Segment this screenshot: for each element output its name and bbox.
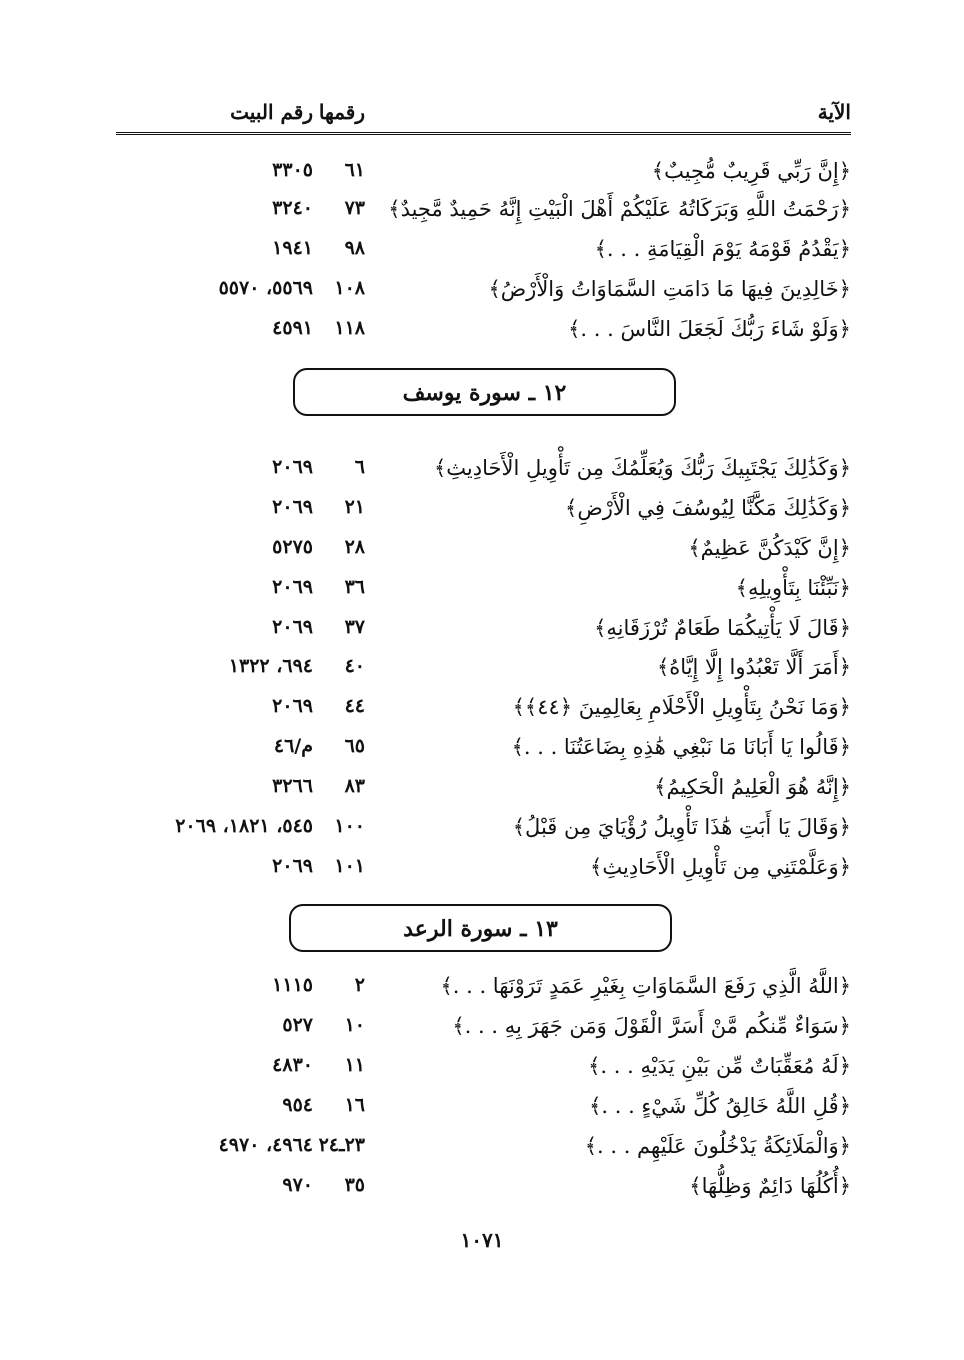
line-number: ١٩٤١ (272, 237, 313, 259)
surah-title-yusuf: ١٢ ـ سورة يوسف (293, 368, 676, 416)
verse-text: ﴿نَبِّئْنَا بِتَأْوِيلِهِ﴾ (735, 576, 851, 600)
line-number: ٥٥٦٩، ٥٥٧٠ (218, 277, 313, 299)
table-row (116, 233, 851, 269)
verse-text: ﴿إِنَّ كَيْدَكُنَّ عَظِيمٌ﴾ (688, 536, 851, 560)
table-row (116, 155, 851, 191)
table-row (116, 1130, 851, 1166)
verse-number: ٣٧ (344, 616, 365, 638)
verse-number: ٤٠ (344, 655, 365, 677)
line-number: ١١١٥ (272, 974, 313, 996)
verse-number: ٦٥ (344, 735, 365, 757)
table-row (116, 1170, 851, 1206)
table-row (116, 1050, 851, 1086)
line-number: م/٤٦ (273, 735, 313, 757)
verse-text: ﴿يَقْدُمُ قَوْمَهُ يَوْمَ الْقِيَامَةِ . . .﴾ (594, 237, 851, 261)
verse-number: ١٠٨ (334, 277, 365, 299)
line-number: ٢٠٦٩ (272, 695, 313, 717)
table-row (116, 691, 851, 727)
verse-text: ﴿إِنَّ رَبِّي قَرِيبٌ مُّجِيبٌ﴾ (651, 159, 851, 183)
table-row (116, 532, 851, 568)
verse-number: ٧٣ (344, 197, 365, 219)
verse-text: ﴿خَالِدِينَ فِيهَا مَا دَامَتِ السَّمَاوَاتُ وَالْأَرْضُ﴾ (488, 277, 851, 301)
line-number: ٣٢٤٠ (272, 197, 313, 219)
table-row (116, 1010, 851, 1046)
page-number: ١٠٧١ (460, 1228, 504, 1252)
line-number: ٣٣٠٥ (272, 159, 313, 181)
verse-number: ٢ (354, 974, 365, 996)
verse-number: ١٦ (344, 1094, 365, 1116)
verse-number: ٦١ (344, 159, 365, 181)
verse-text: ﴿وَالْمَلَائِكَةُ يَدْخُلُونَ عَلَيْهِم . . .﴾ (584, 1134, 851, 1158)
verse-text: ﴿لَهُ مُعَقِّبَاتٌ مِّن بَيْنِ يَدَيْهِ . . .﴾ (588, 1054, 851, 1078)
verse-number: ٢٨ (344, 536, 365, 558)
verse-number: ١١ (344, 1054, 365, 1076)
verse-text: ﴿وَكَذَٰلِكَ مَكَّنَّا لِيُوسُفَ فِي الْأَرْضِ﴾ (565, 496, 851, 520)
verse-text: ﴿اللَّهُ الَّذِي رَفَعَ السَّمَاوَاتِ بِغَيْرِ عَمَدٍ تَرَوْنَهَا . . .﴾ (440, 974, 851, 998)
verse-text: ﴿إِنَّهُ هُوَ الْعَلِيمُ الْحَكِيمُ﴾ (654, 775, 851, 799)
verse-text: ﴿وَمَا نَحْنُ بِتَأْوِيلِ الْأَحْلَامِ بِعَالِمِينَ ﴿٤٤﴾﴾ (512, 695, 851, 719)
surah-title-raad: ١٣ ـ سورة الرعد (289, 904, 672, 952)
verse-text: ﴿أَمَرَ أَلَّا تَعْبُدُوا إِلَّا إِيَّاهُ﴾ (657, 655, 851, 679)
verse-text: ﴿قَالُوا يَا أَبَانَا مَا نَبْغِي هَٰذِهِ بِضَاعَتُنَا . . .﴾ (511, 735, 851, 759)
verse-text: ﴿سَوَاءٌ مِّنكُم مَّنْ أَسَرَّ الْقَوْلَ وَمَن جَهَرَ بِهِ . . .﴾ (452, 1014, 851, 1038)
line-number: ٦٩٤، ١٣٢٢ (228, 655, 313, 677)
table-row (116, 811, 851, 847)
table-header (116, 92, 851, 135)
verse-number: ١١٨ (334, 317, 365, 339)
verse-number: ٢١ (344, 496, 365, 518)
verse-text: ﴿وَلَوْ شَاءَ رَبُّكَ لَجَعَلَ النَّاسَ . . .﴾ (568, 317, 851, 341)
verse-text: ﴿قُلِ اللَّهُ خَالِقُ كُلِّ شَيْءٍ . . .﴾ (589, 1094, 851, 1118)
table-row (116, 612, 851, 648)
verse-number: ١٠٠ (334, 815, 365, 837)
verse-number: ٦ (354, 456, 365, 478)
verse-text: ﴿أُكُلُهَا دَائِمٌ وَظِلُّهَا﴾ (689, 1174, 851, 1198)
line-number: ٤٩٦٤، ٤٩٧٠ (218, 1134, 313, 1156)
table-row (116, 970, 851, 1006)
table-row (116, 313, 851, 349)
verse-number: ٣٥ (344, 1174, 365, 1196)
table-row (116, 193, 851, 229)
line-number: ٣٢٦٦ (272, 775, 313, 797)
table-row (116, 1090, 851, 1126)
verse-text: ﴿وَقَالَ يَا أَبَتِ هَٰذَا تَأْوِيلُ رُؤْيَايَ مِن قَبْلُ﴾ (512, 815, 851, 839)
verse-number: ٨٣ (344, 775, 365, 797)
line-number: ٩٥٤ (282, 1094, 313, 1116)
verse-number: ٢٣ـ٢٤ (318, 1134, 365, 1156)
table-row (116, 851, 851, 887)
table-row (116, 452, 851, 488)
line-number: ٢٠٦٩ (272, 456, 313, 478)
line-number: ٥٢٧ (282, 1014, 313, 1036)
verse-text: ﴿رَحْمَتُ اللَّهِ وَبَرَكَاتُهُ عَلَيْكُمْ أَهْلَ الْبَيْتِ إِنَّهُ حَمِيدٌ مَّجِيدٌ﴾ (388, 197, 851, 221)
line-number: ٤٨٣٠ (272, 1054, 313, 1076)
line-number: ٢٠٦٩ (272, 576, 313, 598)
verse-number: ٣٦ (344, 576, 365, 598)
table-row (116, 651, 851, 687)
header-verse: الآية (817, 100, 851, 124)
verse-text: ﴿وَعَلَّمْتَنِي مِن تَأْوِيلِ الْأَحَادِيثِ﴾ (590, 855, 851, 879)
line-number: ٩٧٠ (282, 1174, 313, 1196)
table-row (116, 572, 851, 608)
header-line-number: رقم البيت (230, 100, 313, 124)
table-row (116, 492, 851, 528)
line-number: ٢٠٦٩ (272, 616, 313, 638)
verse-text: ﴿قَالَ لَا يَأْتِيكُمَا طَعَامٌ تُرْزَقَانِهِ﴾ (594, 616, 851, 640)
line-number: ٥٢٧٥ (272, 536, 313, 558)
line-number: ٤٥٩١ (272, 317, 313, 339)
verse-text: ﴿وَكَذَٰلِكَ يَجْتَبِيكَ رَبُّكَ وَيُعَلِّمُكَ مِن تَأْوِيلِ الْأَحَادِيثِ﴾ (434, 456, 851, 480)
line-number: ٥٤٥، ١٨٢١، ٢٠٦٩ (175, 815, 313, 837)
table-row (116, 731, 851, 767)
header-verse-number: رقمها (318, 100, 365, 124)
line-number: ٢٠٦٩ (272, 855, 313, 877)
line-number: ٢٠٦٩ (272, 496, 313, 518)
verse-number: ٤٤ (344, 695, 365, 717)
verse-number: ١٠ (344, 1014, 365, 1036)
table-row (116, 273, 851, 309)
table-row (116, 771, 851, 807)
verse-number: ٩٨ (344, 237, 365, 259)
verse-number: ١٠١ (334, 855, 365, 877)
